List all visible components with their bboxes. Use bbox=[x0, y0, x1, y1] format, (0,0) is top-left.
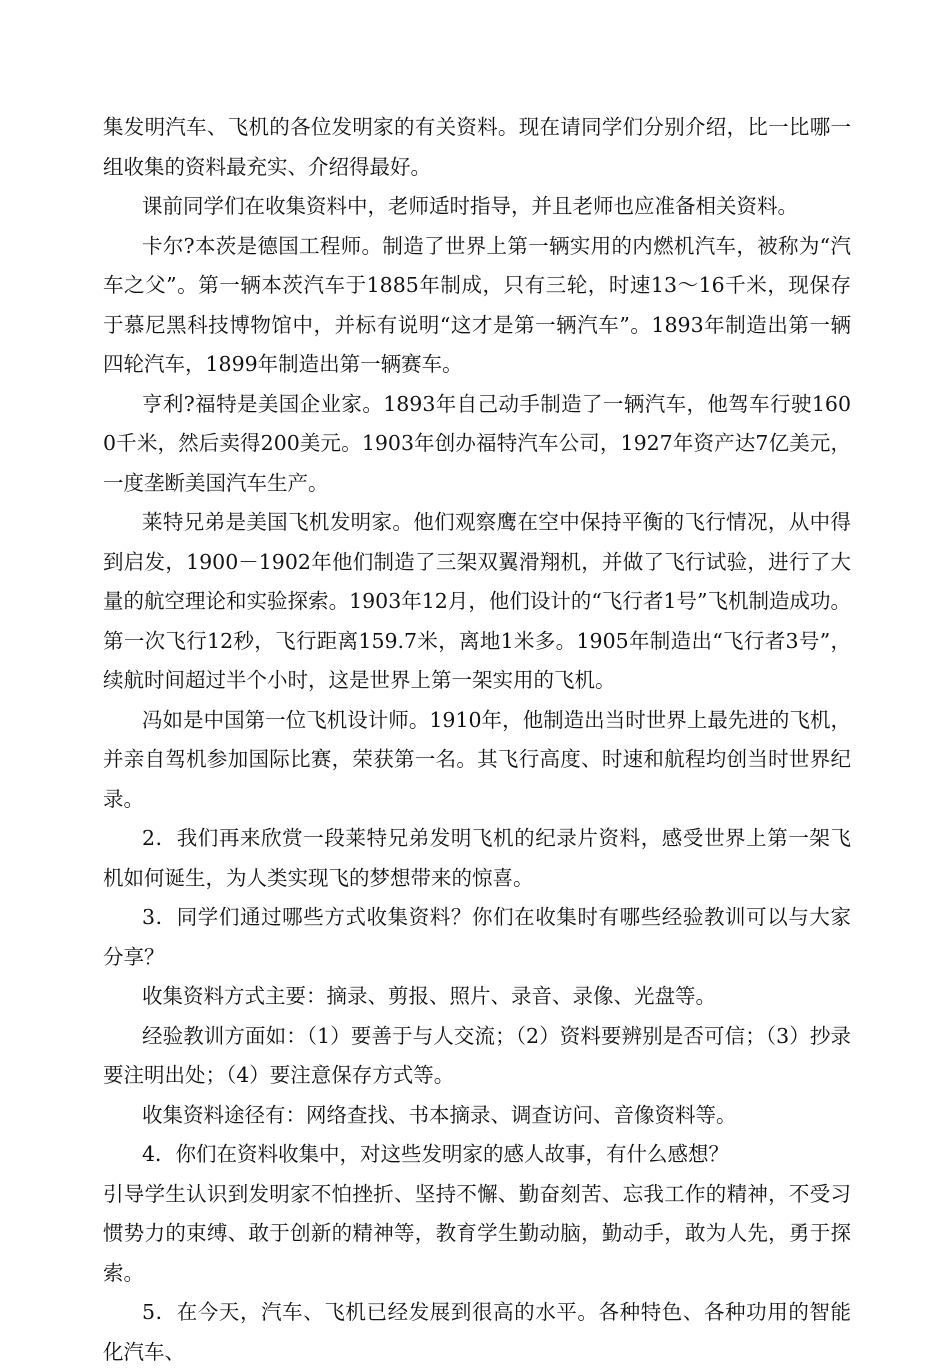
paragraph-item-3-collection-methods: 3．同学们通过哪些方式收集资料？你们在收集时有哪些经验教训可以与大家分享？ bbox=[103, 905, 851, 969]
paragraph-guide-students: 引导学生认识到发明家不怕挫折、坚持不懈、勤奋刻苦、忘我工作的精神，不受习惯势力的束缚、敢于创新的精神等，教育学生勤动脑，勤动手，敢为人先，勇于探索。 bbox=[103, 1181, 851, 1285]
paragraph-inventor-materials-intro: 集发明汽车、飞机的各位发明家的有关资料。现在请同学们分别介绍，比一比哪一组收集的资料最充实、介绍得最好。 bbox=[103, 115, 851, 179]
paragraph-lessons-learned: 经验教训方面如：（1）要善于与人交流；（2）资料要辨别是否可信；（3）抄录要注明出处；（4）要注意保存方式等。 bbox=[103, 1023, 851, 1087]
paragraph-feng-ru: 冯如是中国第一位飞机设计师。1910年，他制造出当时世界上最先进的飞机，并亲自驾机参加国际比赛，荣获第一名。其飞行高度、时速和航程均创当时世界纪录。 bbox=[103, 707, 851, 811]
document-body bbox=[103, 108, 851, 1372]
paragraph-item-2-documentary: 2．我们再来欣赏一段莱特兄弟发明飞机的纪录片资料，感受世界上第一架飞机如何诞生，为人类实现飞的梦想带来的惊喜。 bbox=[103, 826, 851, 890]
paragraph-wright-brothers: 莱特兄弟是美国飞机发明家。他们观察鹰在空中保持平衡的飞行情况，从中得到启发，1900－1902年他们制造了三架双翼滑翔机，并做了飞行试验，进行了大量的航空理论和实验探索。1903年12月，他们设计的“飞行者1号”飞机制造成功。第一次飞行12秒，飞行距离159.7米，离地1米多。1905年制造出“飞行者3号”，续航时间超过半个小时，这是世界上第一架实用的飞机。 bbox=[103, 510, 851, 692]
paragraph-item-4-reflections: 4．你们在资料收集中，对这些发明家的感人故事，有什么感想？ bbox=[142, 1142, 730, 1166]
paragraph-teacher-guidance: 课前同学们在收集资料中，老师适时指导，并且老师也应准备相关资料。 bbox=[142, 194, 798, 218]
paragraph-karl-benz: 卡尔?本茨是德国工程师。制造了世界上第一辆实用的内燃机汽车，被称为“汽车之父”。第一辆本茨汽车于1885年制成，只有三轮，时速13～16千米，现保存于慕尼黑科技博物馆中，并标有说明“这才是第一辆汽车”。1893年制造出第一辆四轮汽车，1899年制造出第一辆赛车。 bbox=[103, 233, 851, 376]
paragraph-henry-ford: 亨利?福特是美国企业家。1893年自己动手制造了一辆汽车，他驾车行驶1600千米，然后卖得200美元。1903年创办福特汽车公司，1927年资产达7亿美元，一度垄断美国汽车生产。 bbox=[103, 391, 851, 495]
paragraph-item-5-today: 5．在今天，汽车、飞机已经发展到很高的水平。各种特色、各种功用的智能化汽车、 bbox=[103, 1300, 851, 1364]
paragraph-collection-means: 收集资料方式主要：摘录、剪报、照片、录音、录像、光盘等。 bbox=[142, 984, 716, 1008]
paragraph-collection-channels: 收集资料途径有：网络查找、书本摘录、调查访问、音像资料等。 bbox=[142, 1102, 737, 1127]
